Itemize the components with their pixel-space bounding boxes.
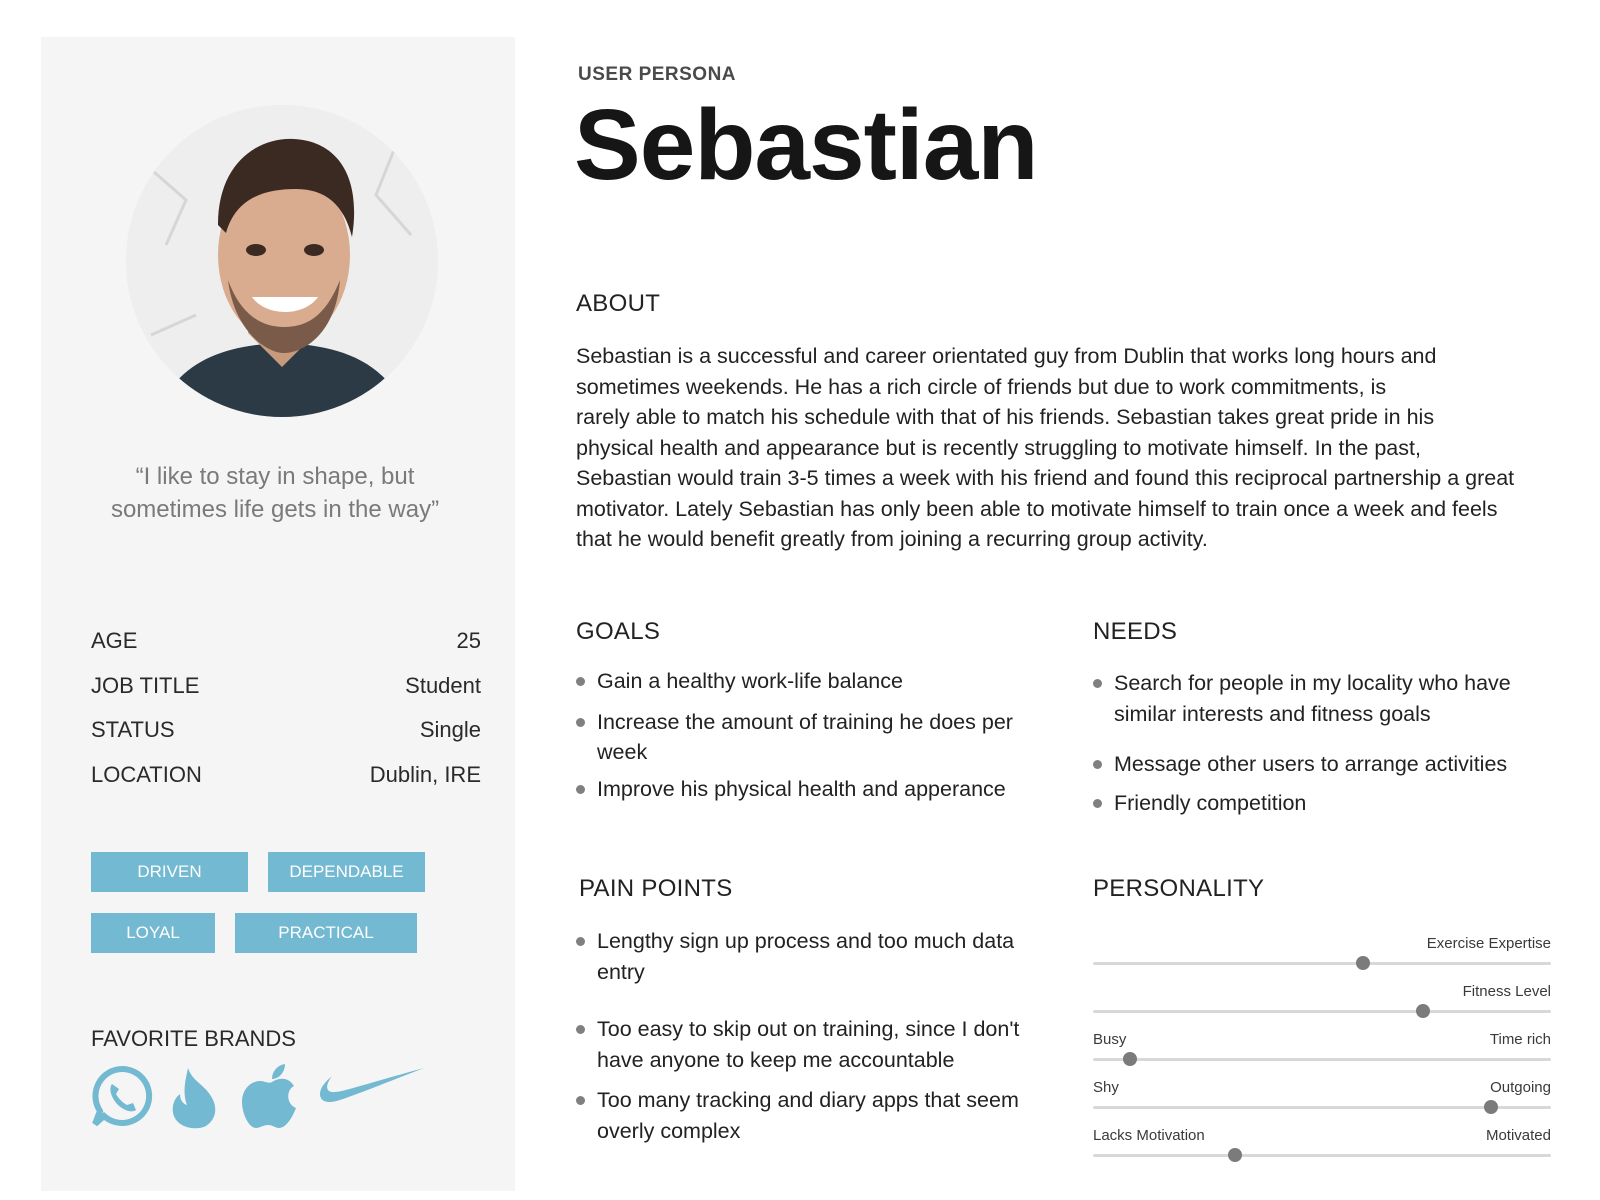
slider-thumb bbox=[1484, 1100, 1498, 1114]
fact-label: STATUS bbox=[91, 717, 175, 742]
slider-right-label: Outgoing bbox=[1490, 1079, 1551, 1096]
slider-right-label: Exercise Expertise bbox=[1426, 935, 1551, 952]
whatsapp-icon bbox=[90, 1064, 156, 1130]
needs-list bbox=[1093, 668, 1543, 818]
need-item: Message other users to arrange activities bbox=[1093, 749, 1543, 780]
slider-thumb bbox=[1416, 1004, 1430, 1018]
goal-item: Increase the amount of training he does per week bbox=[576, 707, 1016, 768]
nike-icon bbox=[318, 1064, 426, 1114]
about-line: sometimes weekends. He has a rich circle of friends but due to work commitments, is bbox=[576, 374, 1387, 399]
pain-point-item: Lengthy sign up process and too much data entry bbox=[576, 926, 1036, 987]
slider-track bbox=[1093, 1154, 1551, 1157]
goal-item: Improve his physical health and apperance bbox=[576, 774, 1016, 805]
apple-icon bbox=[242, 1064, 302, 1130]
need-item: Friendly competition bbox=[1093, 788, 1543, 819]
slider-track bbox=[1093, 1106, 1551, 1109]
need-item: Search for people in my locality who have similar interests and fitness goals bbox=[1093, 668, 1543, 729]
tinder-icon bbox=[168, 1064, 224, 1130]
fact-location bbox=[91, 762, 481, 807]
about-line: Sebastian is a successful and career orientated guy from Dublin that works long hours and bbox=[576, 344, 1437, 368]
slider-thumb bbox=[1356, 956, 1370, 970]
slider-busy-time-rich bbox=[1093, 1031, 1551, 1071]
fact-job-title bbox=[91, 673, 481, 718]
fact-value: Single bbox=[419, 717, 481, 742]
slider-left-label: Shy bbox=[1093, 1079, 1119, 1096]
trait-tag-dependable: DEPENDABLE bbox=[268, 852, 425, 892]
about-line: rarely able to match his schedule with that of his friends. Sebastian takes great pride in his bbox=[576, 405, 1435, 429]
pain-points-heading: PAIN POINTS bbox=[579, 875, 733, 902]
facts-list bbox=[91, 628, 481, 806]
fact-value: Student bbox=[405, 672, 481, 698]
slider-shy-outgoing bbox=[1093, 1079, 1551, 1119]
fact-label: LOCATION bbox=[91, 761, 202, 787]
fact-label: JOB TITLE bbox=[91, 672, 200, 698]
fact-label: AGE bbox=[91, 628, 138, 653]
about-line: physical health and appearance but is recently struggling to motivate himself. In the past, bbox=[576, 435, 1421, 460]
pain-point-item: Too easy to skip out on training, since I don't have anyone to keep me accountable bbox=[576, 1014, 1036, 1075]
slider-left-label: Lacks Motivation bbox=[1093, 1127, 1205, 1144]
about-line: Sebastian would train 3-5 times a week with his friend and found this reciprocal partnership a great bbox=[576, 466, 1515, 490]
about-text bbox=[576, 341, 1556, 555]
fact-status bbox=[91, 717, 481, 762]
trait-tag-loyal: LOYAL bbox=[91, 913, 215, 953]
slider-right-label: Time rich bbox=[1489, 1031, 1551, 1048]
personality-heading: PERSONALITY bbox=[1093, 875, 1265, 902]
about-line: motivator. Lately Sebastian has only been able to motivate himself to train once a week and feels bbox=[576, 496, 1498, 521]
slider-thumb bbox=[1123, 1052, 1137, 1066]
trait-tag-driven: DRIVEN bbox=[91, 852, 248, 892]
about-line: that he would benefit greatly from joining a recurring group activity. bbox=[576, 527, 1208, 551]
slider-right-label: Fitness Level bbox=[1462, 983, 1551, 1000]
pain-points-list bbox=[576, 926, 1036, 1146]
goals-list bbox=[576, 666, 1016, 804]
needs-heading: NEEDS bbox=[1093, 618, 1178, 645]
slider-exercise-expertise bbox=[1093, 935, 1551, 975]
fact-age bbox=[91, 628, 481, 673]
about-heading: ABOUT bbox=[576, 290, 661, 317]
brands-title: FAVORITE BRANDS bbox=[91, 1026, 296, 1051]
persona-eyebrow: USER PERSONA bbox=[578, 64, 737, 85]
persona-name: Sebastian bbox=[574, 89, 1038, 201]
slider-track bbox=[1093, 962, 1551, 965]
slider-left-label: Busy bbox=[1093, 1031, 1127, 1048]
goals-heading: GOALS bbox=[576, 618, 661, 645]
persona-quote: “I like to stay in shape, but sometimes life gets in the way” bbox=[110, 463, 440, 523]
goal-item: Gain a healthy work-life balance bbox=[576, 666, 1016, 697]
persona-photo bbox=[126, 105, 438, 417]
pain-point-item: Too many tracking and diary apps that seem overly complex bbox=[576, 1085, 1036, 1146]
trait-tag-practical: PRACTICAL bbox=[235, 913, 417, 953]
slider-fitness-level bbox=[1093, 983, 1551, 1023]
slider-right-label: Motivated bbox=[1485, 1127, 1551, 1144]
slider-motivation bbox=[1093, 1127, 1551, 1167]
fact-value: 25 bbox=[456, 628, 481, 653]
slider-track bbox=[1093, 1010, 1551, 1013]
fact-value: Dublin, IRE bbox=[369, 761, 481, 787]
slider-track bbox=[1093, 1058, 1551, 1061]
slider-thumb bbox=[1228, 1148, 1242, 1162]
